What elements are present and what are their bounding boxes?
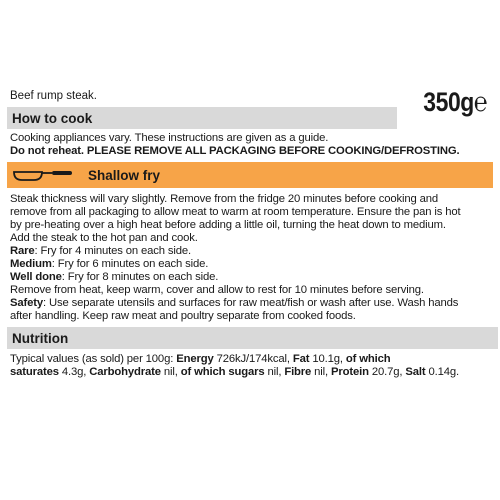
shallow-fry-heading [7, 162, 493, 188]
well-done-line: Well done: Fry for 8 minutes on each side. [10, 271, 219, 283]
fry-intro-line4: Add the steak to the hot pan and cook. [10, 232, 198, 244]
how-to-cook-heading-text: How to cook [12, 110, 93, 126]
nutrition-heading-text: Nutrition [12, 330, 69, 346]
fry-intro-line3: by pre-heating over a high heat before adding a little oil, turning the heat down to medium. [10, 219, 446, 231]
rest-line: Remove from heat, keep warm, cover and allow to rest for 10 minutes before serving. [10, 284, 424, 296]
how-to-cook-line2: Do not reheat. PLEASE REMOVE ALL PACKAGING BEFORE COOKING/DEFROSTING. [10, 145, 460, 157]
nutrition-line2: saturates 4.3g, Carbohydrate nil, of which sugars nil, Fibre nil, Protein 20.7g, Salt 0.14g. [10, 366, 460, 378]
product-name: Beef rump steak. [10, 90, 97, 102]
medium-line: Medium: Fry for 6 minutes on each side. [10, 258, 209, 270]
net-weight: 350g℮ [423, 87, 487, 117]
fry-intro-line1: Steak thickness will vary slightly. Remove from the fridge 20 minutes before cooking and [10, 193, 439, 205]
how-to-cook-text [7, 132, 493, 158]
frying-pan-icon [12, 168, 74, 182]
how-to-cook-heading [7, 107, 397, 129]
cooking-label [7, 88, 493, 379]
nutrition-line1: Typical values (as sold) per 100g: Energy 726kJ/174kcal, Fat 10.1g, of which [10, 353, 391, 365]
safety-line1: Safety: Use separate utensils and surfaces for raw meat/fish or wash after use. Wash hands [10, 297, 459, 309]
shallow-fry-heading-text: Shallow fry [88, 167, 161, 183]
nutrition-text [7, 353, 493, 379]
top-row [7, 87, 493, 117]
rare-line: Rare: Fry for 4 minutes on each side. [10, 245, 191, 257]
how-to-cook-line1: Cooking appliances vary. These instructions are given as a guide. [10, 132, 329, 144]
fry-intro-line2: remove from all packaging to allow meat to warm at room temperature. Ensure the pan is hot [10, 206, 461, 218]
nutrition-heading [7, 327, 498, 349]
safety-line2: after handling. Keep raw meat and poultry separate from cooked foods. [10, 310, 356, 322]
shallow-fry-text [7, 193, 493, 323]
